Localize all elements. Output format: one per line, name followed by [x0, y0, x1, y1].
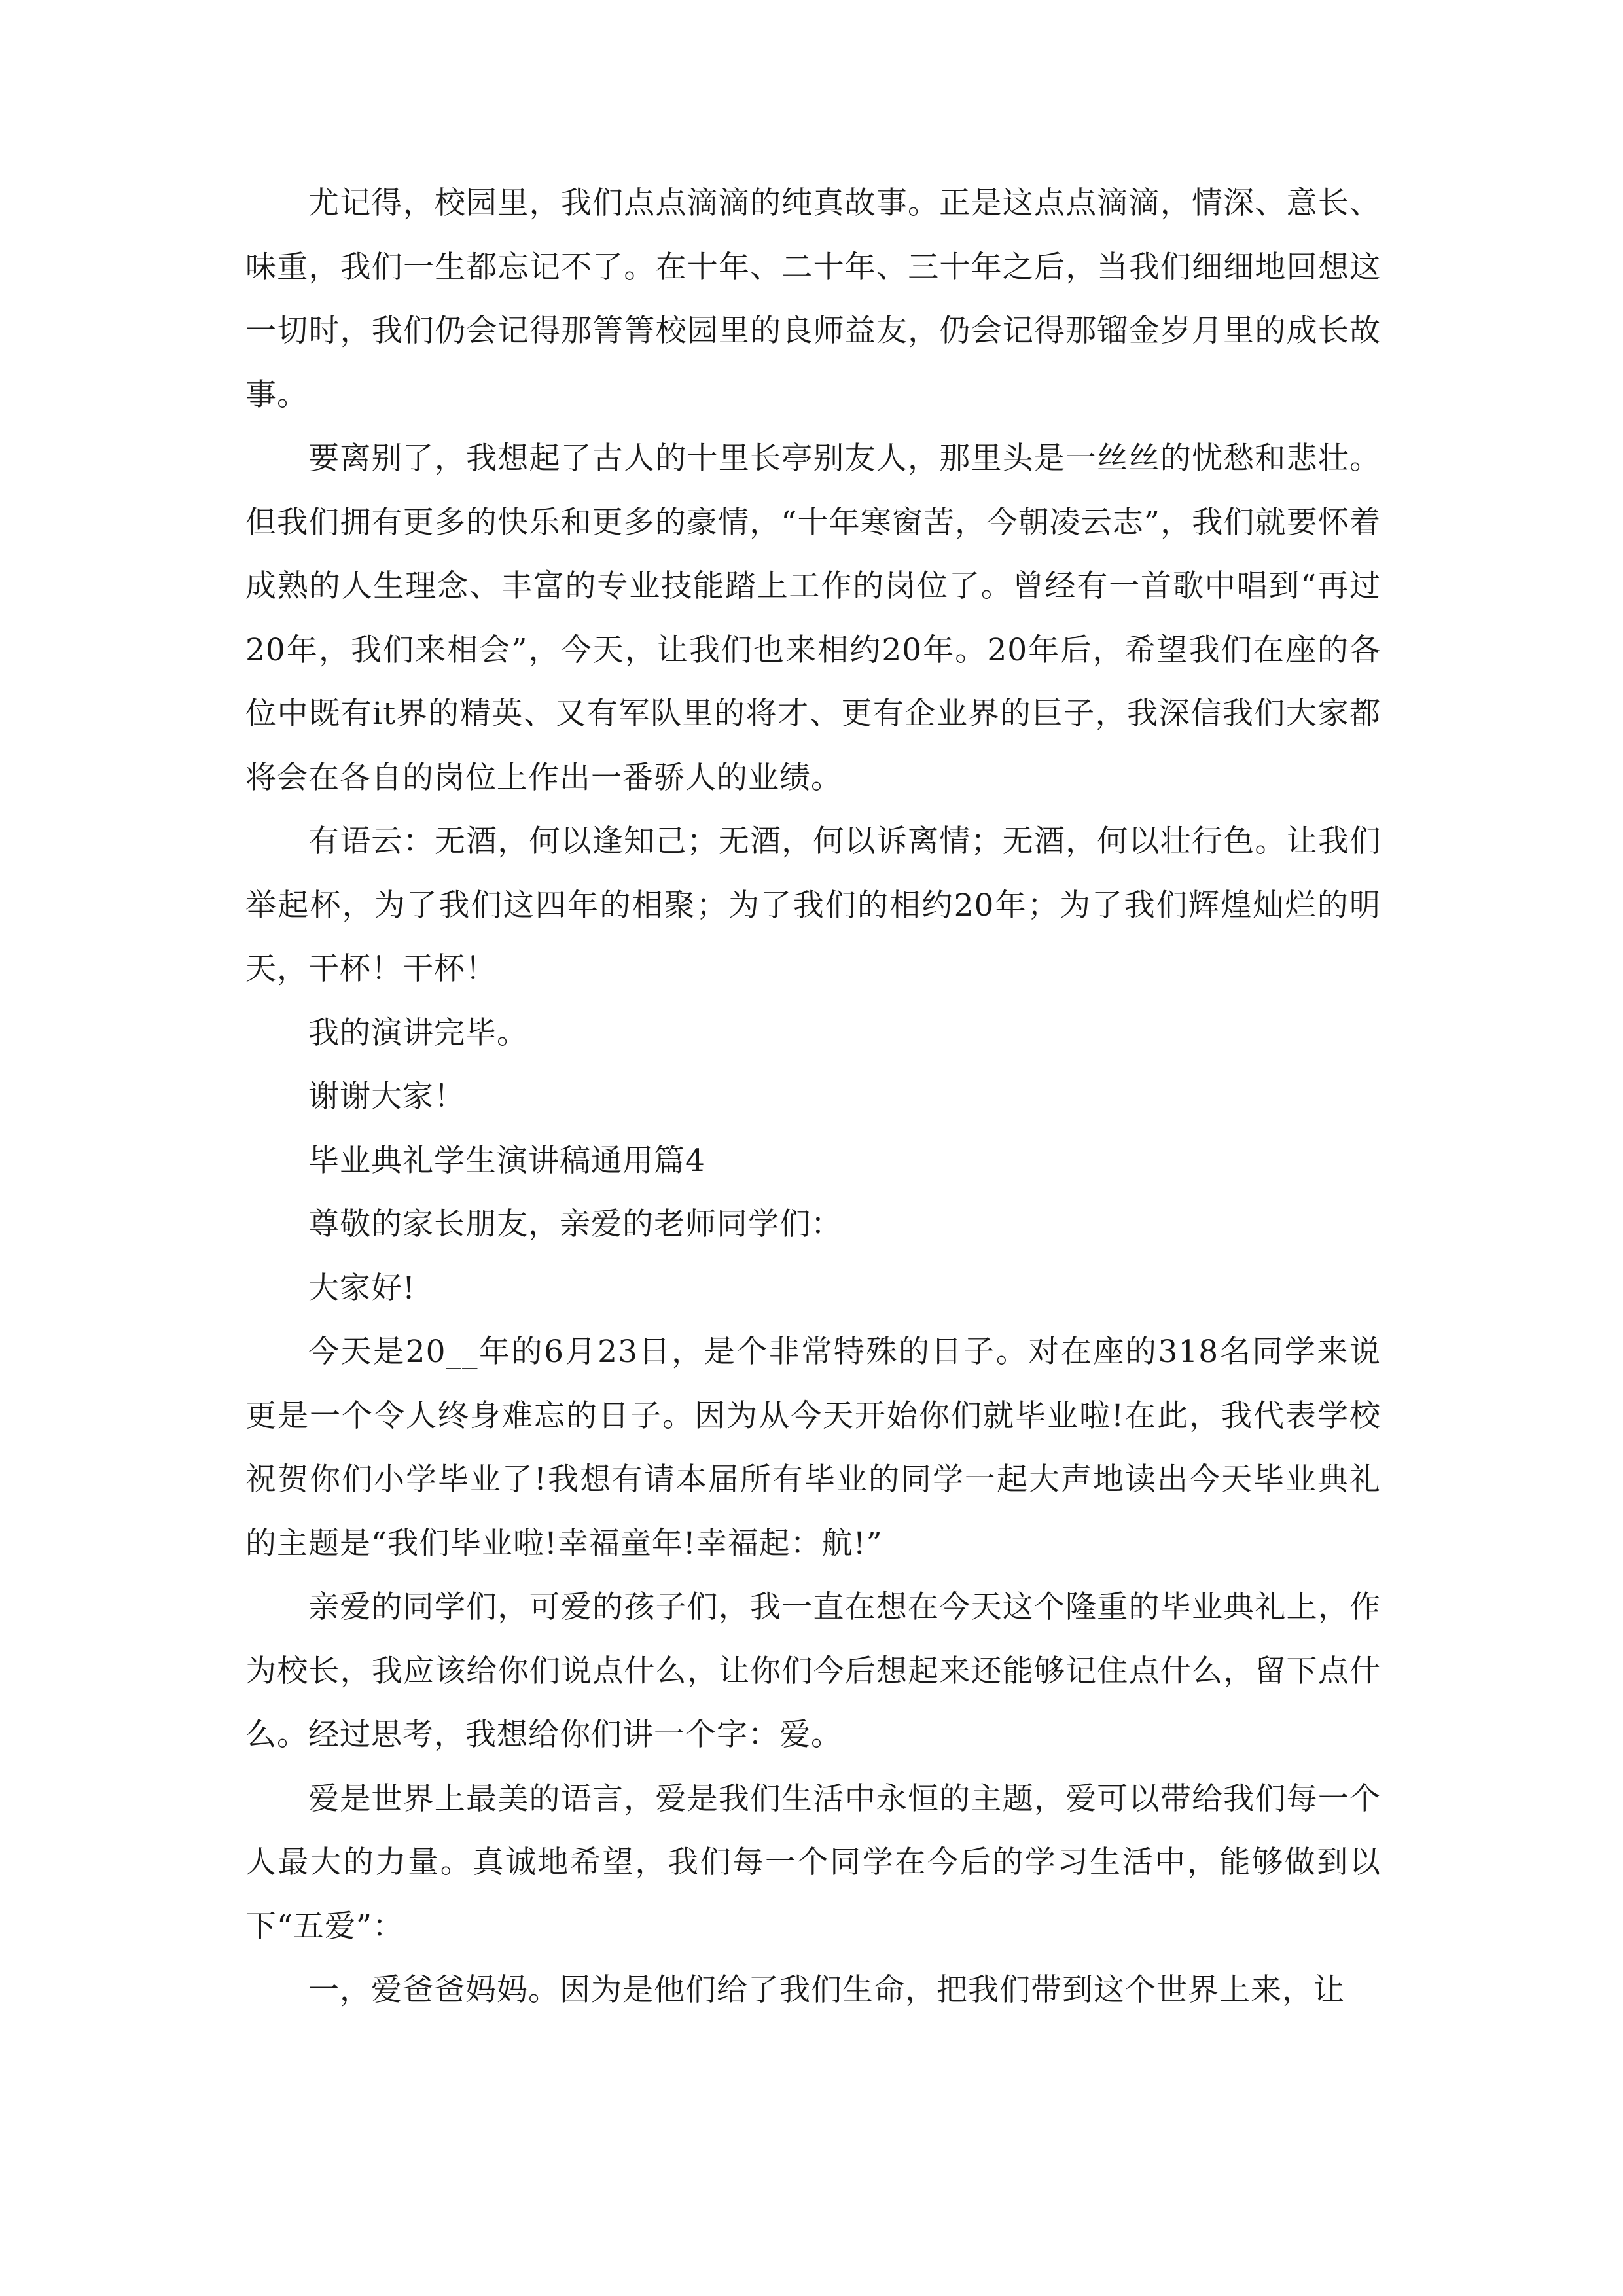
paragraph-greeting: 大家好! — [308, 1270, 416, 1306]
document-body — [245, 171, 1381, 2022]
paragraph-love: 爱是世界上最美的语言，爱是我们生活中永恒的主题，爱可以带给我们每一个人最大的力量。真诚地希望，我们每一个同学在今后的学习生活中，能够做到以下“五爱”： — [245, 1780, 1381, 1945]
section-heading: 毕业典礼学生演讲稿通用篇4 — [308, 1142, 705, 1179]
paragraph-love-parents: 一，爱爸爸妈妈。因为是他们给了我们生命，把我们带到这个世界上来，让 — [308, 1972, 1345, 2008]
paragraph-farewell: 要离别了，我想起了古人的十里长亭别友人，那里头是一丝丝的忧愁和悲壮。但我们拥有更多的快乐和更多的豪情，“十年寒窗苦，今朝凌云志”，我们就要怀着成熟的人生理念、丰富的专业技能踏上工作的岗位了。曾经有一首歌中唱到“再过20年，我们来相会”，今天，让我们也来相约20年。20年后，希望我们在座的各位中既有it界的精英、又有军队里的将才、更有企业界的巨子，我深信我们大家都将会在各自的岗位上作出一番骄人的业绩。 — [245, 440, 1381, 796]
paragraph-speech-end: 我的演讲完毕。 — [308, 1014, 528, 1051]
paragraph-memories: 尤记得，校园里，我们点点滴滴的纯真故事。正是这点点滴滴，情深、意长、味重，我们一生都忘记不了。在十年、二十年、三十年之后，当我们细细地回想这一切时，我们仍会记得那箐箐校园里的良师益友，仍会记得那镏金岁月里的成长故事。 — [245, 185, 1381, 413]
paragraph-toast: 有语云：无酒，何以逢知己；无酒，何以诉离情；无酒，何以壮行色。让我们举起杯，为了我们这四年的相聚；为了我们的相约20年；为了我们辉煌灿烂的明天，干杯！干杯！ — [245, 823, 1381, 987]
paragraph-thanks: 谢谢大家！ — [308, 1079, 465, 1115]
paragraph-graduation-day: 今天是20__年的6月23日，是个非常特殊的日子。对在座的318名同学来说更是一个令人终身难忘的日子。因为从今天开始你们就毕业啦!在此，我代表学校祝贺你们小学毕业了!我想有请本届所有毕业的同学一起大声地读出今天毕业典礼的主题是“我们毕业啦!幸福童年!幸福起：航!” — [245, 1334, 1381, 1562]
paragraph-salutation: 尊敬的家长朋友，亲爱的老师同学们： — [308, 1206, 842, 1242]
paragraph-principal-thoughts: 亲爱的同学们，可爱的孩子们，我一直在想在今天这个隆重的毕业典礼上，作为校长，我应该给你们说点什么，让你们今后想起来还能够记住点什么，留下点什么。经过思考，我想给你们讲一个字：爱。 — [245, 1589, 1381, 1753]
